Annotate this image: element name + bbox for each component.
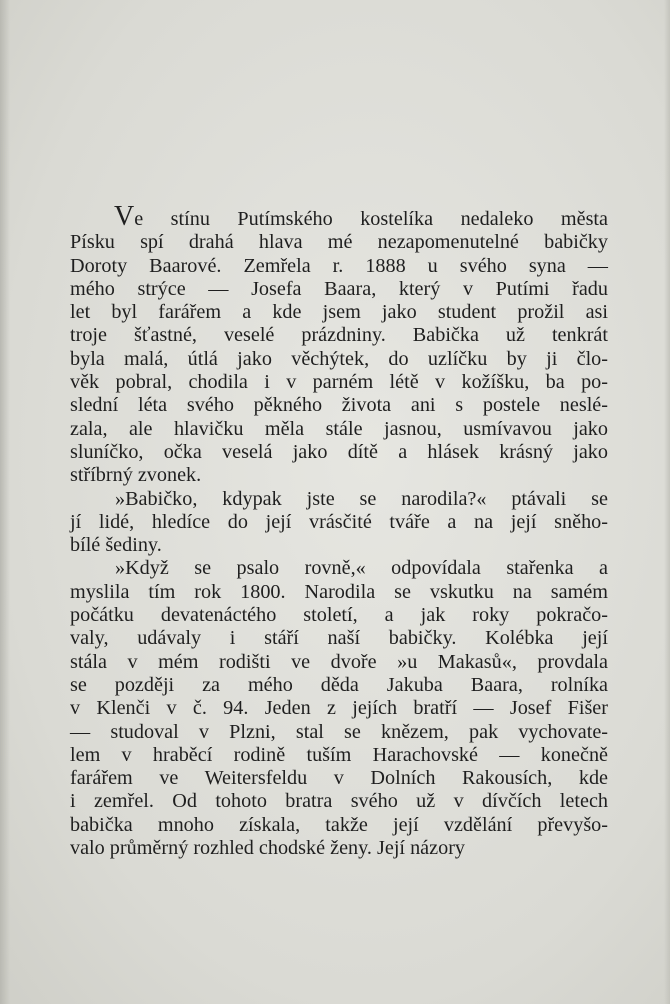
text-line: mého strýce — Josefa Baara, který v Putími řadu — [70, 277, 608, 300]
text-line: valo průměrný rozhled chodské ženy. Její názory — [70, 837, 466, 860]
text-line: myslila tím rok 1800. Narodila se vskutku na samém — [70, 580, 608, 603]
page-edge-shadow-left — [0, 0, 10, 1004]
text-line — [70, 203, 608, 231]
page-edge-shadow-right — [664, 0, 670, 1004]
text-line: sluníčko, očka veselá jako dítě a hlásek krásný jako — [70, 440, 608, 463]
text-line: farářem ve Weitersfeldu v Dolních Rakousích, kde — [70, 767, 608, 790]
text-line: troje šťastné, veselé prázdniny. Babička už tenkrát — [70, 324, 608, 347]
text-line: lem v hraběcí rodině tuším Harachovské — konečně — [70, 743, 608, 766]
text-line: jí lidé, hledíce do její vrásčité tváře a na její sněho- — [70, 510, 608, 533]
first-line-rest: e stínu Putímského kostelíka nedaleko města — [134, 208, 608, 230]
text-line: Písku spí drahá hlava mé nezapomenutelné babičky — [70, 231, 608, 254]
body-text — [70, 203, 608, 860]
text-line: i zemřel. Od tohoto bratra svého už v dívčích letech — [70, 790, 608, 813]
text-line: babička mnoho získala, takže její vzdělání převyšo- — [70, 813, 608, 836]
text-line: — studoval v Plzni, stal se knězem, pak vychovate- — [70, 720, 608, 743]
text-line: »Babičko, kdypak jste se narodila?« ptávali se — [115, 487, 608, 510]
text-line: Doroty Baarové. Zemřela r. 1888 u svého syna — — [70, 254, 608, 277]
text-line: počátku devatenáctého století, a jak roky pokračo- — [70, 604, 608, 627]
text-line: let byl farářem a kde jsem jako student prožil asi — [70, 301, 608, 324]
text-line: »Když se psalo rovně,« odpovídala stařenka a — [115, 557, 608, 580]
text-line: slední léta svého pěkného života ani s postele neslé- — [70, 394, 608, 417]
text-line: valy, udávaly i stáří naší babičky. Kolébka její — [70, 627, 608, 650]
text-line: věk pobral, chodila i v parném létě v kožíšku, ba po- — [70, 371, 608, 394]
text-line: stříbrný zvonek. — [70, 464, 202, 487]
text-line: bílé šediny. — [70, 534, 162, 557]
text-line: byla malá, útlá jako věchýtek, do uzlíčku by ji člo- — [70, 347, 608, 370]
text-line: stála v mém rodišti ve dvoře »u Makasů«, provdala — [70, 650, 608, 673]
text-line: v Klenči v č. 94. Jeden z jejích bratří — Josef Fišer — [70, 697, 608, 720]
text-line: se později za mého děda Jakuba Baara, rolníka — [70, 673, 608, 696]
initial-letter: V — [114, 201, 135, 232]
text-line: zala, ale hlavičku měla stále jasnou, usmívavou jako — [70, 417, 608, 440]
